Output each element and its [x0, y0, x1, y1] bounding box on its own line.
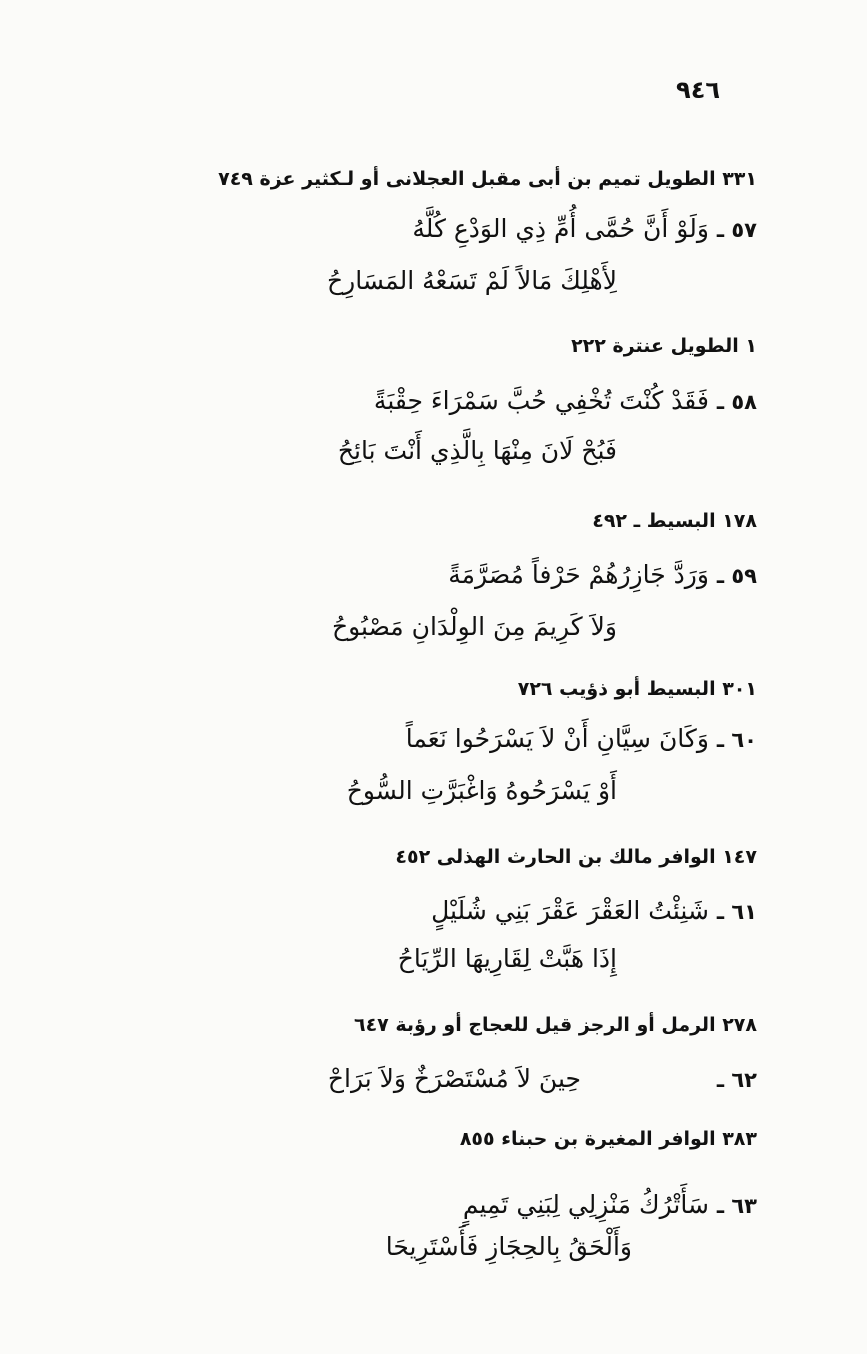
- verse-number: ٥٨ ـ: [716, 390, 757, 414]
- verse-text: وَرَدَّ جَازِرُهُمْ حَرْفاً مُصَرَّمَةً: [448, 560, 709, 589]
- verse-number: ٦٢ ـ: [716, 1068, 757, 1092]
- verse-line: فَبُحْ لَانَ مِنْهَا بِالَّذِي أَنْتَ بَائِحُ: [337, 436, 617, 465]
- verse-number: ٥٩ ـ: [716, 564, 757, 588]
- verse-line: [448, 560, 757, 590]
- verse-text: وَكَانَ سِيَّانِ أَنْ لاَ يَسْرَحُوا نَعَماً: [405, 724, 709, 753]
- verse-text: وَلَوْ أَنَّ حُمَّى أُمِّ ذِي الوَدْعِ كُلَّهُ: [412, 214, 709, 243]
- verse-line: [406, 724, 757, 754]
- verse-text: سَأَتْرُكُ مَنْزِلِي لِبَنِي تَمِيمٍ: [462, 1190, 709, 1219]
- source-reference: ١٧٨ البسيط ـ ٤٩٢: [592, 510, 757, 532]
- source-reference: ٣٣١ الطويل تميم بن أبى مقبل العجلانى أو لـكثير عزة ٧٤٩: [218, 168, 757, 190]
- verse-line: إِذَا هَبَّتْ لِقَارِيهَا الرِّيَاحُ: [397, 944, 617, 973]
- source-reference: ١ الطويل عنترة ٢٢٢: [571, 335, 757, 357]
- verse-text: فَقَدْ كُنْتَ تُخْفِي حُبَّ سَمْرَاءَ حِقْبَةً: [373, 386, 709, 415]
- source-reference: ١٤٧ الوافر مالك بن الحارث الهذلى ٤٥٢: [395, 846, 757, 868]
- verse-text: حِينَ لاَ مُسْتَصْرَخٌ وَلاَ بَرَاحْ: [327, 1064, 581, 1093]
- verse-line: [412, 214, 757, 244]
- verse-line: لِأَهْلِكَ مَالاً لَمْ تَسَعْهُ المَسَارِحُ: [327, 266, 617, 295]
- source-reference: ٢٧٨ الرمل أو الرجز قيل للعجاج أو رؤبة ٦٤٧: [353, 1014, 757, 1036]
- verse-number: ٦٠ ـ: [716, 728, 757, 752]
- verse-number: ٥٧ ـ: [716, 218, 757, 242]
- verse-line: [328, 1064, 757, 1094]
- source-reference: ٣٨٣ الوافر المغيرة بن حبناء ٨٥٥: [459, 1128, 757, 1150]
- verse-line: أَوْ يَسْرَحُوهُ وَاغْبَرَّتِ السُّوحُ: [346, 776, 617, 805]
- verse-line: وَلاَ كَرِيمَ مِنَ الوِلْدَانِ مَصْبُوحُ: [331, 612, 617, 641]
- verse-line: [431, 896, 757, 926]
- verse-line: [463, 1190, 757, 1220]
- verse-line: [374, 386, 757, 416]
- page-number: ٩٤٦: [676, 76, 720, 104]
- verse-text: شَنِئْتُ العَقْرَ عَقْرَ بَنِي شُلَيْلٍ: [431, 896, 709, 925]
- verse-number: ٦٣ ـ: [716, 1194, 757, 1218]
- verse-number: ٦١ ـ: [716, 900, 757, 924]
- verse-line: وَأَلْحَقُ بِالحِجَازِ فَأَسْتَرِيحَا: [385, 1232, 632, 1261]
- source-reference: ٣٠١ البسيط أبو ذؤيب ٧٢٦: [517, 678, 757, 700]
